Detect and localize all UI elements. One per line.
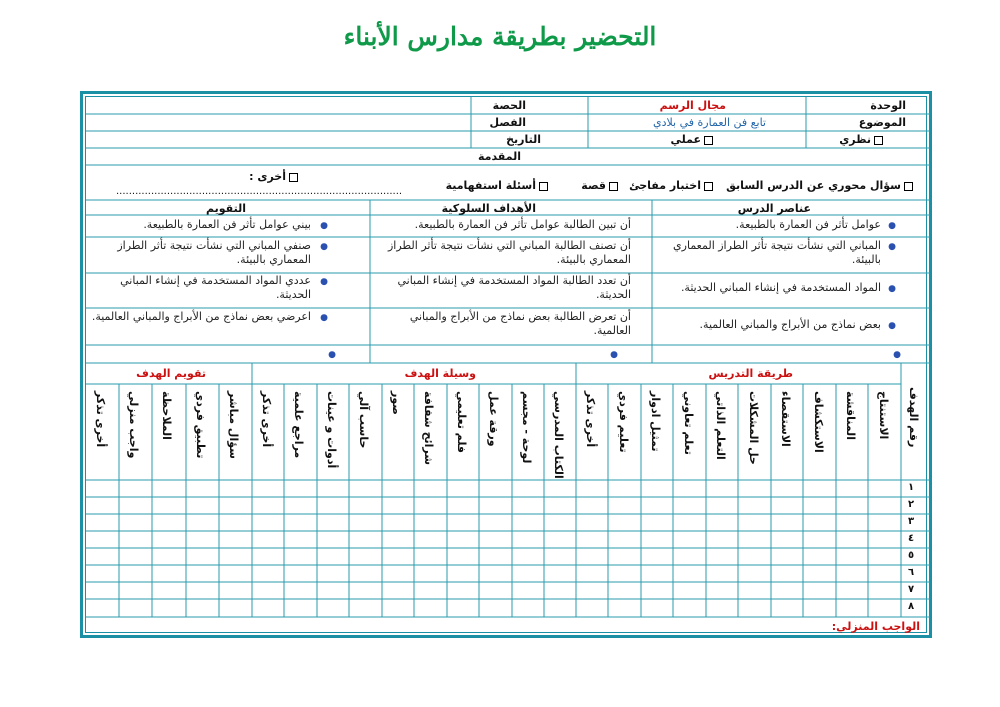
evaluation-cell: بيني عوامل تأثر فن العمارة بالطبيعة. bbox=[143, 218, 311, 231]
means-label: صور bbox=[390, 391, 403, 415]
method-label: المناقشة bbox=[844, 391, 857, 440]
lesson-label: الحصة bbox=[492, 99, 526, 112]
bullet-icon: ● bbox=[888, 321, 896, 331]
evaluation-cell: عددي المواد المستخدمة في إنشاء المباني الحديثة. bbox=[120, 274, 311, 301]
theory-option[interactable] bbox=[839, 133, 886, 146]
means-label: أدوات و عينات bbox=[325, 391, 338, 469]
checkbox-icon[interactable] bbox=[289, 173, 298, 182]
topic-value[interactable]: تابع فن العمارة في بلادي bbox=[652, 116, 766, 129]
means-label: فلم تعليمي bbox=[455, 391, 468, 453]
elements-header: عناصر الدرس bbox=[737, 202, 811, 215]
other-fill-line[interactable]: .......................................................................................... bbox=[116, 186, 403, 197]
method-label: التعلم الذاتي bbox=[714, 391, 727, 460]
intro-option-label: سؤال محوري عن الدرس السابق bbox=[726, 179, 901, 192]
goal-number: ٤ bbox=[907, 533, 915, 544]
goal-eval-label: الملاحظة bbox=[160, 391, 173, 440]
bullet-icon: ● bbox=[888, 221, 896, 231]
element-cell: بعض نماذج من الأبراج والمباني العالمية. bbox=[699, 318, 881, 331]
bullet-icon: ● bbox=[888, 284, 896, 294]
goal-number-header: رقم الهدف bbox=[907, 387, 920, 448]
homework-label: الواجب المنزلي: bbox=[831, 620, 920, 633]
intro-option-label: اختبار مفاجئ bbox=[629, 179, 701, 192]
goal-number: ٦ bbox=[907, 567, 915, 578]
intro-option-5[interactable] bbox=[249, 170, 301, 183]
intro-option-label: أسئلة استفهامية bbox=[445, 179, 536, 192]
means-label: مراجع علمية bbox=[292, 391, 305, 459]
bullet-icon: ● bbox=[610, 350, 618, 360]
method-label: حل المشكلات bbox=[747, 391, 760, 465]
method-label: أخرى تذكر bbox=[584, 391, 597, 448]
teaching-method-header: طريقة التدريس bbox=[708, 367, 793, 380]
goal-number: ٢ bbox=[907, 499, 915, 510]
form-inner bbox=[85, 96, 927, 633]
objective-cell: أن تصنف الطالبة المباني التي نشأت نتيجة تأثر الطراز المعماري بالبيئة. bbox=[387, 239, 631, 266]
intro-option-4[interactable] bbox=[446, 179, 551, 192]
class-label: الفصل bbox=[489, 116, 526, 129]
element-cell: المواد المستخدمة في إنشاء المباني الحديثة. bbox=[680, 281, 881, 294]
intro-option-3[interactable] bbox=[581, 179, 621, 192]
checkbox-icon[interactable] bbox=[904, 182, 913, 191]
goal-eval-label: أخرى تذكر bbox=[94, 391, 107, 448]
form-grid bbox=[86, 97, 930, 636]
goal-eval-label: واجب منزلي bbox=[127, 391, 140, 459]
means-label: ورقة عمل bbox=[487, 391, 500, 447]
theory-label: نظري bbox=[839, 133, 871, 146]
goal-number: ١ bbox=[907, 482, 915, 493]
element-cell: المباني التي نشأت نتيجة تأثر الطراز المعماري بالبيئة. bbox=[673, 239, 881, 266]
means-label: لوحة - مجسم bbox=[520, 391, 533, 464]
bullet-icon: ● bbox=[893, 350, 901, 360]
domain-value[interactable]: مجال الرسم bbox=[659, 99, 726, 112]
intro-option-2[interactable] bbox=[629, 179, 716, 192]
goal-number: ٧ bbox=[907, 584, 915, 595]
goal-number: ٨ bbox=[907, 601, 915, 612]
intro-option-label: أخرى : bbox=[249, 170, 286, 183]
date-label: التاريخ bbox=[506, 133, 541, 146]
element-cell: عوامل تأثر فن العمارة بالطبيعة. bbox=[735, 218, 881, 231]
objective-cell: أن تعرض الطالبة بعض نماذج من الأبراج والمباني العالمية. bbox=[409, 310, 631, 337]
method-label: تمثيل ادوار bbox=[649, 391, 662, 452]
means-label: شرائح شفافة bbox=[422, 391, 435, 466]
bullet-icon: ● bbox=[888, 242, 896, 252]
goal-eval-label: سؤال مباشر bbox=[227, 391, 240, 459]
evaluation-cell: صنفي المباني التي نشأت نتيجة تأثر الطراز المعماري بالبيئة. bbox=[117, 239, 311, 266]
goal-eval-label: تطبيق فردي bbox=[194, 391, 207, 459]
objectives-header: الأهداف السلوكية bbox=[441, 202, 536, 215]
goal-means-header: وسيلة الهدف bbox=[404, 367, 476, 380]
practical-checkbox[interactable] bbox=[704, 136, 713, 145]
topic-label: الموضوع bbox=[858, 116, 906, 129]
bullet-icon: ● bbox=[320, 221, 328, 231]
checkbox-icon[interactable] bbox=[539, 182, 548, 191]
practical-label: عملي bbox=[670, 133, 701, 146]
bullet-icon: ● bbox=[320, 277, 328, 287]
intro-option-1[interactable] bbox=[726, 179, 916, 192]
means-label: الكتاب المدرسي bbox=[552, 391, 565, 479]
practical-option[interactable] bbox=[670, 133, 716, 146]
goal-number: ٣ bbox=[907, 516, 915, 527]
evaluation-cell: اعرضي بعض نماذج من الأبراج والمباني العالمية. bbox=[91, 310, 311, 323]
method-label: الاستكشاف bbox=[812, 391, 825, 453]
goal-evaluation-header: تقويم الهدف bbox=[136, 367, 206, 380]
means-label: حاسب آلي bbox=[357, 391, 370, 449]
unit-label: الوحدة bbox=[870, 99, 906, 112]
method-label: الاستقصاء bbox=[779, 391, 792, 447]
objective-cell: أن تعدد الطالبة المواد المستخدمة في إنشاء المباني الحديثة. bbox=[397, 274, 631, 301]
intro-label: المقدمة bbox=[477, 150, 521, 163]
method-label: تعلم تعاوني bbox=[682, 391, 695, 455]
method-label: الاستنتاج bbox=[877, 391, 890, 440]
page-title: التحضير بطريقة مدارس الأبناء bbox=[343, 22, 657, 51]
lesson-plan-form bbox=[80, 91, 932, 638]
bullet-icon: ● bbox=[328, 350, 336, 360]
checkbox-icon[interactable] bbox=[704, 182, 713, 191]
intro-option-label: قصة bbox=[581, 179, 606, 192]
theory-checkbox[interactable] bbox=[874, 136, 883, 145]
checkbox-icon[interactable] bbox=[609, 182, 618, 191]
goal-number: ٥ bbox=[907, 550, 915, 561]
evaluation-header: التقويم bbox=[206, 202, 246, 215]
means-label: أخرى تذكر bbox=[260, 391, 273, 448]
method-label: تعليم فردي bbox=[617, 391, 630, 453]
bullet-icon: ● bbox=[320, 313, 328, 323]
bullet-icon: ● bbox=[320, 242, 328, 252]
objective-cell: أن تبين الطالبة عوامل تأثر فن العمارة بالطبيعة. bbox=[414, 218, 631, 231]
